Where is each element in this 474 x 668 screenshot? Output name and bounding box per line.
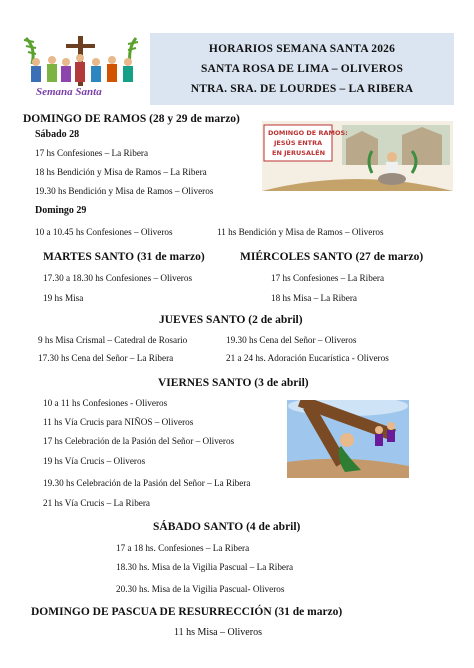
list-item: 19.30 hs Bendición y Misa de Ramos – Oliveros bbox=[35, 186, 214, 196]
header-line-1: HORARIOS SEMANA SANTA 2026 bbox=[208, 43, 396, 55]
list-item: 17 hs Confesiones – La Ribera bbox=[271, 273, 385, 283]
ramos-sabado-label: Sábado 28 bbox=[35, 129, 80, 140]
list-item: 11 hs Bendición y Misa de Ramos – Oliveros bbox=[217, 227, 384, 237]
list-item: 18.30 hs. Misa de la Vigilia Pascual – La Ribera bbox=[116, 562, 294, 572]
ramos-domingo-label: Domingo 29 bbox=[35, 205, 87, 216]
list-item: 11 hs Vía Crucis para NIÑOS – Oliveros bbox=[43, 417, 194, 427]
list-item: 18 hs Misa – La Ribera bbox=[271, 293, 357, 303]
title-header bbox=[150, 33, 454, 105]
list-item: 10 a 11 hs Confesiones - Oliveros bbox=[43, 398, 168, 408]
list-item: 21 a 24 hs. Adoración Eucarística - Oliveros bbox=[226, 353, 389, 363]
header-line-3: NTRA. SRA. DE LOURDES – LA RIBERA bbox=[190, 83, 414, 95]
list-item: 10 a 10.45 hs Confesiones – Oliveros bbox=[35, 227, 173, 237]
list-item: 17.30 hs Cena del Señor – La Ribera bbox=[38, 353, 174, 363]
list-item: 17 hs Confesiones – La Ribera bbox=[35, 148, 149, 158]
miercoles-title: MIÉRCOLES SANTO (27 de marzo) bbox=[240, 251, 424, 263]
viernes-title: VIERNES SANTO (3 de abril) bbox=[158, 377, 309, 389]
ramos-title: DOMINGO DE RAMOS (28 y 29 de marzo) bbox=[23, 113, 240, 125]
list-item: 11 hs Misa – Oliveros bbox=[174, 627, 262, 638]
sign-line-3: EN JERUSALÉN bbox=[272, 149, 326, 157]
header-line-2: SANTA ROSA DE LIMA – OLIVEROS bbox=[200, 63, 404, 75]
jueves-title: JUEVES SANTO (2 de abril) bbox=[159, 314, 303, 326]
list-item: 19.30 hs Cena del Señor – Oliveros bbox=[226, 335, 357, 345]
list-item: 17.30 a 18.30 hs Confesiones – Oliveros bbox=[43, 273, 193, 283]
list-item: 20.30 hs. Misa de la Vigilia Pascual- Oliveros bbox=[116, 584, 285, 594]
sign-line-1: DOMINGO DE RAMOS: bbox=[268, 129, 348, 137]
martes-title: MARTES SANTO (31 de marzo) bbox=[43, 251, 205, 263]
list-item: 9 hs Misa Crismal – Catedral de Rosario bbox=[38, 335, 188, 345]
palm-sunday-illustration bbox=[262, 121, 453, 191]
pascua-title: DOMINGO DE PASCUA DE RESURRECCIÓN (31 de marzo) bbox=[31, 606, 343, 618]
sabado-title: SÁBADO SANTO (4 de abril) bbox=[153, 521, 301, 533]
list-item: 18 hs Bendición y Misa de Ramos – La Ribera bbox=[35, 167, 207, 177]
list-item: 21 hs Vía Crucis – La Ribera bbox=[43, 498, 150, 508]
list-item: 19 hs Misa bbox=[43, 293, 84, 303]
sign-line-2: JESÚS ENTRA bbox=[274, 139, 323, 147]
list-item: 19.30 hs Celebración de la Pasión del Señor – La Ribera bbox=[43, 478, 251, 488]
list-item: 17 a 18 hs. Confesiones – La Ribera bbox=[116, 543, 250, 553]
list-item: 19 hs Vía Crucis – Oliveros bbox=[43, 456, 146, 466]
logo-caption: Semana Santa bbox=[36, 86, 102, 98]
list-item: 17 hs Celebración de la Pasión del Señor – Oliveros bbox=[43, 436, 235, 446]
jesus-carrying-cross-illustration bbox=[287, 400, 409, 478]
